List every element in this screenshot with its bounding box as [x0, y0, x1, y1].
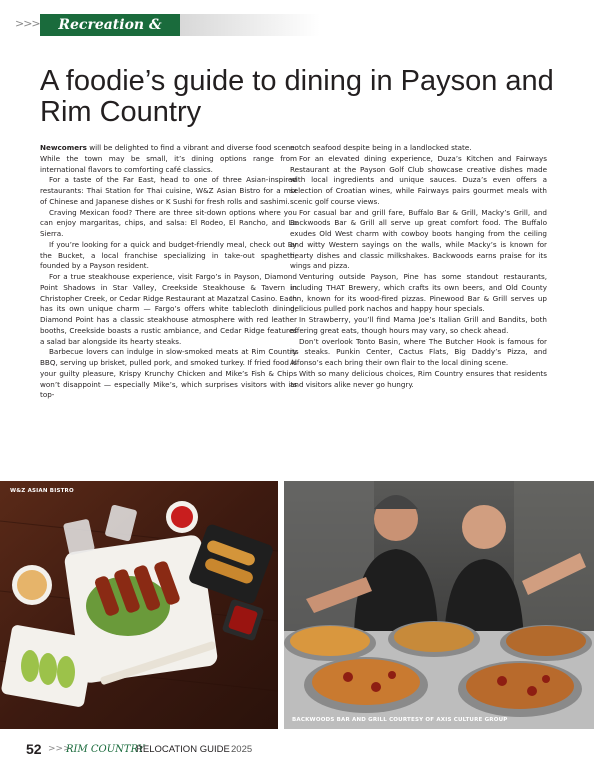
- article-paragraph: For a taste of the Far East, head to one of three Asian-inspired restaurants: Thai Station for Thai cuisine, W&Z Asian Bistro for a mix of Chinese and Japanese dishes or K Sushi for fresh rolls and sashimi.: [40, 175, 297, 206]
- pizza-photo-illustration: [284, 481, 594, 729]
- article-paragraph: With so many delicious choices, Rim Country ensures that residents and visitors alike never go hungry.: [290, 368, 547, 389]
- article-paragraph: Barbecue lovers can indulge in slow-smoked meats at Rim Country BBQ, serving up brisket, pulled pork, and smoked turkey. If fried food is your guilty pleasure, Krispy Krunchy Chicken and Mike’s Fish & Chips won’t disappoint — especially Mike’s, which surprises visitors with its top-: [40, 347, 297, 400]
- section-header: [0, 14, 594, 55]
- article-paragraph: If you’re looking for a quick and budget-friendly meal, check out By the Bucket, a local franchise specializing in take-out spaghetti, founded by a Payson resident.: [40, 239, 297, 271]
- article-paragraph: Don’t overlook Tonto Basin, where The Butcher Hook is famous for its steaks. Punkin Center, Cactus Flats, Big Daddy’s Pizza, and Alfonso’s each bring their own flair to the local dining scene.: [290, 336, 547, 367]
- section-tag: Recreation & Leisure: [40, 14, 180, 36]
- lead-word: Newcomers: [40, 143, 87, 152]
- article-column-left: [40, 143, 297, 401]
- article-paragraph: Craving Mexican food? There are three sit-down options where you can enjoy margaritas, chips, and salsa: El Rodeo, El Rancho, and La Sierra.: [40, 207, 297, 238]
- header-arrows: >>>: [15, 17, 40, 30]
- photo-caption-left: W&Z ASIAN BISTRO: [10, 488, 74, 494]
- footer-brand: RIM COUNTRY: [66, 744, 145, 755]
- header-rule: [180, 14, 320, 36]
- footer-guide-title: RELOCATION GUIDE: [136, 744, 230, 755]
- food-photo-backwoods: [284, 481, 594, 729]
- page-footer: [26, 741, 326, 759]
- article-paragraph: For an elevated dining experience, Duza’s Kitchen and Fairways Restaurant at the Payson Golf Club showcase creative dishes made with local ingredients and unique sauces. Duza’s even offers a selection of Croatian wines, while Fairways pairs gourmet meals with scenic golf course views.: [290, 153, 547, 206]
- lead-paragraph-text: will be delighted to find a vibrant and diverse food scene. While the town may be small, it’s dining options range from international flavors to comforting café classics.: [40, 143, 297, 174]
- article-paragraph: [40, 143, 297, 175]
- article-column-right: [290, 143, 547, 390]
- article-paragraph: Venturing outside Payson, Pine has some standout restaurants, including THAT Brewery, which crafts its own beers, and Old County Inn, known for its wood-fired pizzas. Pinewood Bar & Grill serves up delicious pulled pork nachos and happy hour specials.: [290, 272, 547, 314]
- article-paragraph: In Strawberry, you’ll find Mama Joe’s Italian Grill and Bandits, both offering great eats, though hours may vary, so check ahead.: [290, 315, 547, 335]
- page-title: A foodie’s guide to dining in Payson and Rim Country: [40, 65, 554, 128]
- photo-caption-right: BACKWOODS BAR AND GRILL COURTESY OF AXIS CULTURE GROUP: [292, 717, 508, 723]
- page-number: 52: [26, 741, 42, 757]
- footer-arrows: >>>: [48, 744, 71, 754]
- food-photo-asian-bistro: [0, 481, 278, 729]
- footer-year: 2025: [231, 744, 253, 755]
- article-paragraph: For casual bar and grill fare, Buffalo Bar & Grill, Macky’s Grill, and Backwoods Bar & Grill all serve up great comfort food. The Buffalo exudes Old West charm with cowboy boots hanging from the ceiling and witty Western sayings on the walls, while Macky’s is known for hearty dishes and classic milkshakes. Backwoods earns praise for its wings and pizza.: [290, 207, 547, 271]
- article-paragraph: For a true steakhouse experience, visit Fargo’s in Payson, Diamond Point Shadows in Star Valley, Creekside Steakhouse & Tavern in Christopher Creek, or Cedar Ridge Restaurant at Mazatzal Casino. Each has its own unique charm — Fargo’s offers white tablecloth dining, Diamond Point has a classic steakhouse atmosphere with red leather booths, Creekside boasts a rustic ambiance, and Cedar Ridge features a salad bar alongside its hearty steaks.: [40, 272, 297, 346]
- article-paragraph-continued: notch seafood despite being in a landlocked state.: [290, 143, 472, 152]
- food-photo-illustration: [0, 481, 278, 729]
